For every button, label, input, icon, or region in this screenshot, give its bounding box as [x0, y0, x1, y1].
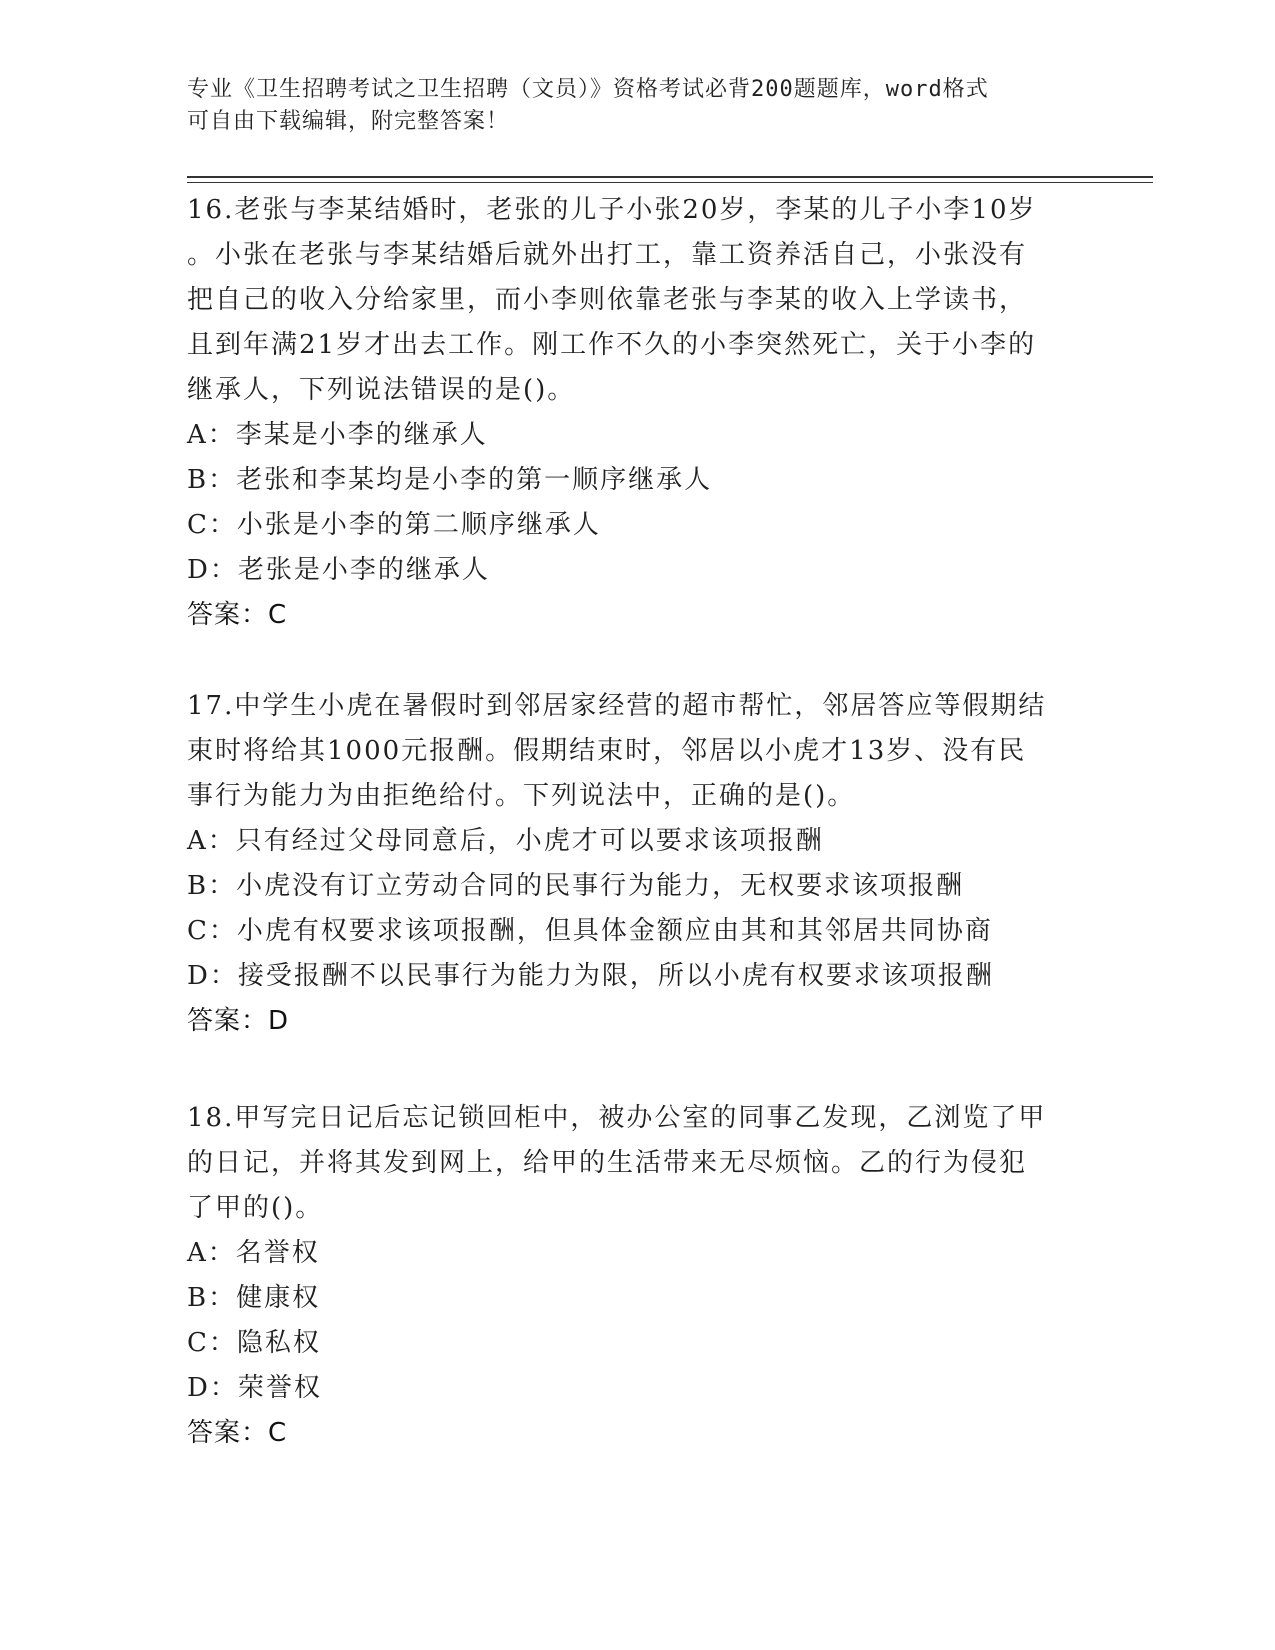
question-stem-line: 16.老张与李某结婚时，老张的儿子小张20岁，李某的儿子小李10岁 — [187, 195, 1037, 225]
question-stem-line: 18.甲写完日记后忘记锁回柜中，被办公室的同事乙发现，乙浏览了甲 — [187, 1103, 1047, 1133]
question-stem-line: 了甲的()。 — [187, 1193, 324, 1223]
header-divider-thin — [187, 182, 1153, 183]
option-a: A：只有经过父母同意后，小虎才可以要求该项报酬 — [187, 826, 824, 856]
option-a: A：名誉权 — [187, 1238, 320, 1268]
option-c: C：小张是小李的第二顺序继承人 — [187, 510, 601, 540]
header-line-1: 专业《卫生招聘考试之卫生招聘（文员）》资格考试必背200题题库，word格式 — [187, 77, 989, 102]
question-stem-line: 的日记，并将其发到网上，给甲的生活带来无尽烦恼。乙的行为侵犯 — [187, 1148, 1028, 1178]
question-stem-line: 把自己的收入分给家里，而小李则依靠老张与李某的收入上学读书， — [187, 285, 1028, 315]
option-b: B：小虎没有订立劳动合同的民事行为能力，无权要求该项报酬 — [187, 871, 965, 901]
option-a: A：李某是小李的继承人 — [187, 420, 488, 450]
option-d: D：老张是小李的继承人 — [187, 555, 490, 585]
question-stem-line: 。小张在老张与李某结婚后就外出打工，靠工资养活自己，小张没有 — [187, 240, 1028, 270]
header-line-2: 可自由下载编辑，附完整答案！ — [187, 109, 510, 134]
question-17 — [187, 684, 1087, 1044]
option-c: C：隐私权 — [187, 1328, 321, 1358]
option-c: C：小虎有权要求该项报酬，但具体金额应由其和其邻居共同协商 — [187, 916, 993, 946]
document-header — [187, 74, 1087, 138]
option-d: D：接受报酬不以民事行为能力为限，所以小虎有权要求该项报酬 — [187, 961, 994, 991]
question-16 — [187, 188, 1087, 638]
question-stem-line: 17.中学生小虎在暑假时到邻居家经营的超市帮忙，邻居答应等假期结 — [187, 691, 1047, 721]
header-divider-thick — [187, 176, 1153, 178]
option-b: B：老张和李某均是小李的第一顺序继承人 — [187, 465, 713, 495]
question-18 — [187, 1096, 1087, 1456]
option-b: B：健康权 — [187, 1283, 321, 1313]
answer-line: 答案：D — [187, 1006, 290, 1036]
question-stem-line: 且到年满21岁才出去工作。刚工作不久的小李突然死亡，关于小李的 — [187, 330, 1037, 360]
question-stem-line: 束时将给其1000元报酬。假期结束时，邻居以小虎才13岁、没有民 — [187, 736, 1027, 766]
option-d: D：荣誉权 — [187, 1373, 322, 1403]
answer-line: 答案：C — [187, 600, 288, 630]
question-stem-line: 继承人，下列说法错误的是()。 — [187, 375, 576, 405]
question-stem-line: 事行为能力为由拒绝给付。下列说法中，正确的是()。 — [187, 781, 856, 811]
answer-line: 答案：C — [187, 1418, 288, 1448]
